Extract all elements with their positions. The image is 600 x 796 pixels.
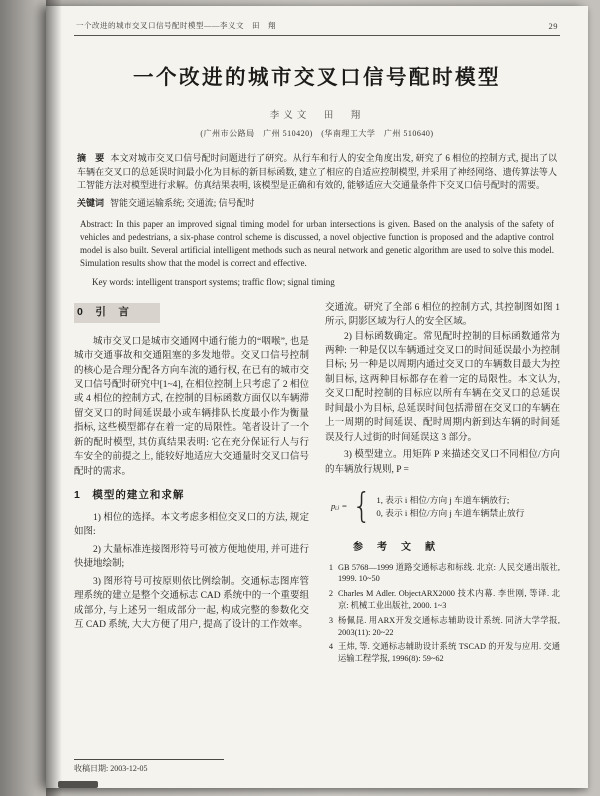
abstract-label: 摘 要 [77,153,105,163]
formula-case-1: 1, 表示 i 相位/方向 j 车道车辆放行; [376,494,510,505]
references-list [325,562,560,665]
received-date-footnote: 收稿日期: 2003-12-05 [74,759,224,774]
reference-number: 2 [328,589,333,599]
abstract-block [74,152,560,193]
right-column [325,301,560,668]
page-number: 29 [548,21,558,31]
paper-page [46,6,588,788]
reference-number: 3 [328,615,333,625]
scan-smudge [58,781,98,788]
running-header-text: 一个改进的城市交叉口信号配时模型——李义文 田 翔 [76,21,276,30]
section-0-heading: 0 引 言 [74,303,160,323]
abstract-text: 本文对城市交叉口信号配时问题进行了研究。从行车和行人的安全角度出发, 研究了 6 相位的控制方式, 提出了以车辆在交叉口的总延误时间最小化为目标的新目标函数, 建立了相应的自适应控制模型, 并采用了神经网络、遗传算法等人工智能方法对模型进行求解。仿真结果表明, 该模型是正确和有效的, 能够适应大交通量条件下交叉口信号配时的需要。 [77,153,557,190]
english-keywords: Key words: intelligent transport systems; traffic flow; signal timing [92,276,335,287]
reference-item [325,562,560,586]
formula-brace: { [352,486,372,527]
section-1-heading: 1 模型的建立和求解 [74,489,185,502]
section-1-item-1: 1) 相位的选择。本文考虑多相位交叉口的方法, 规定如图: [74,512,309,538]
author-names: 李义文 田 翔 [269,111,365,121]
reference-number: 4 [328,642,333,652]
article-title: 一个改进的城市交叉口信号配时模型 [133,66,501,89]
running-header [74,20,560,36]
left-column [74,301,309,668]
reference-text: 杨佩昆. 用ARX开发交通标志辅助设计系统. 同济大学学报, 2003(11): 20~22 [338,615,560,637]
right-paragraph-3: 3) 模型建立。用矩阵 P 来描述交叉口不同相位/方向的车辆放行规则, P = [325,450,560,475]
reference-text: 王炜, 等. 交通标志辅助设计系统 TSCAD 的开发与应用. 交通运输工程学报, 1996(8): 59~62 [338,642,560,664]
reference-item [325,641,560,665]
reference-number: 1 [328,562,333,572]
reference-text: Charles M Adler. ObjectARX2000 技术内幕. 李世刚, 等译. 北京: 机械工业出版社, 2000. 1~3 [338,589,560,610]
section-1-item-2: 2) 大量标准连接图形符号可被方便地使用, 并可进行快捷地绘制; [74,544,309,570]
two-column-body [74,301,560,668]
formula-cases [376,494,524,521]
formula-case-2: 0, 表示 i 相位/方向 j 车道车辆禁止放行 [376,508,525,519]
section-0-paragraph: 城市交叉口是城市交通网中通行能力的“咽喉”, 也是城市交通事故和交通阻塞的多发地带。交叉口信号控制的核心是合理分配各方向车流的通行权, 在已有的城市交叉口信号配时研究中[1~4], 在相位控制上只考虑了 2 相位或 4 相位的控制方式, 在控制的目标函数方面仅以车辆滞留交叉口的时间延误最小或车辆排队长度最小作为衡量指标, 这些模型都存在着一定的局限性。笔者设计了一个新的配时模型, 其仿真结果表明: 它在充分保证行人与行车安全的前提之上, 能较好地适应大交通量时交叉口信号配时的需求。 [74,336,309,477]
right-paragraph-2: 2) 目标函数确定。常见配时控制的目标函数通常为两种: 一种是仅以车辆通过交叉口的时间延误最小为控制目标; 另一种是以周期内通过交叉口的车辆数目最大为控制目标, 这两种目标都存在着一定的局限性。本文认为, 交叉口配时控制的目标应以所有车辆在交叉口的总延误时间最小为目标, 总延误时间包括滞留在交叉口的车辆在上一周期的时间延误、配时周期内新到达车辆的时间延误及行人过街的时间延误这 3 部分。 [325,331,560,443]
author-affiliations: (广州市公路局 广州 510420) (华南理工大学 广州 510640) [200,129,434,138]
reference-item [325,588,560,612]
keywords-label: 关键词 [77,197,105,208]
section-1-item-3: 3) 图形符号可按原则依比例绘制。交通标志图库管理系统的建立是整个交通标志 CAD 系统中的一个重要组成部分, 与上述另一组成部分一起, 构成完整的参数化交互 CAD 系统, 大大方便了用户, 提高了设计的工作效率。 [74,576,309,631]
keywords-line [74,196,560,209]
english-abstract: Abstract: In this paper an improved signal timing model for urban intersections is given. Based on the analysis of the safety of vehicles and pedestrians, a six-phase control scheme is discussed, a novel objective function is proposed and the adaptive control model is also built. Several artificial intelligent methods such as neural network and genetic algorithm are used to solve this model. Simulation results show that the model is correct and effective. [80,218,554,268]
right-paragraph-1: 交通流。研究了全部 6 相位的控制方式, 其控制图如图 1 所示, 阴影区域为行人的安全区域。 [325,302,560,328]
keywords-text: 智能交通运输系统; 交通流; 信号配时 [110,197,255,208]
references-heading: 参 考 文 献 [353,542,437,554]
pij-case-formula [331,484,560,531]
formula-lhs: pᵢⱼ = [331,501,348,512]
reference-item [325,615,560,639]
reference-text: GB 5768—1999 道路交通标志和标线. 北京: 人民交通出版社, 1999. 10~50 [338,562,560,584]
